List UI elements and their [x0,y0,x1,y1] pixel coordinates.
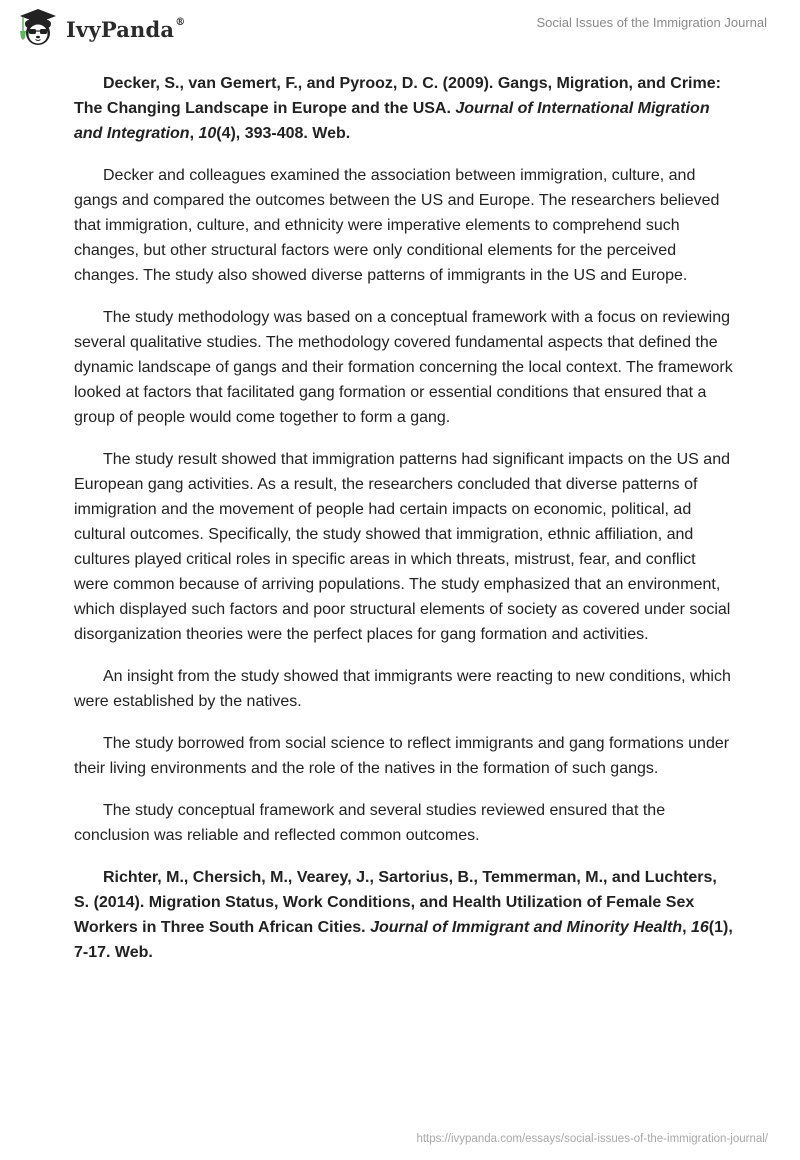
source-url-link[interactable]: https://ivypanda.com/essays/social-issues-of-the-immigration-journal/ [416,1133,768,1145]
body-paragraph: The study conceptual framework and several studies reviewed ensured that the conclusion was reliable and reflected common outcomes. [74,802,666,844]
document-title: Social Issues of the Immigration Journal [536,15,767,30]
body-paragraph: The study result showed that immigration patterns had significant impacts on the US and European gang activities. As a result, the researchers concluded that diverse patterns of immigration and the movement of people had certain impacts on economic, political, ad cultural outcomes. Specifically, the study showed that immigration, ethnic affiliation, and cultures played critical roles in specific areas in which threats, mistrust, fear, and conflict were common because of arriving populations. The study emphasized that an environment, which displayed such factors and poor structural elements of society as covered under social disorganization theories were the perfect places for gang formation and activities. [74,451,731,643]
body-paragraph: The study methodology was based on a conceptual framework with a focus on reviewing several qualitative studies. The methodology covered fundamental aspects that defined the dynamic landscape of gangs and their formation concerning the local context. The framework looked at factors that facilitated gang formation or essential conditions that ensured that a group of people would come together to form a gang. [74,309,733,426]
body-paragraph: An insight from the study showed that immigrants were reacting to new conditions, which were established by the natives. [74,668,731,710]
reference-authors-title: Richter, M., Chersich, M., Vearey, J., Sartorius, B., Temmerman, M., and Luchters, S. (2014). Migration Status, Work Conditions, and Health Utilization of Female Sex Workers in Three South African Cities. [74,869,717,936]
reference-issue-pages: (1), 7-17. Web. [74,919,733,961]
ivypanda-logo[interactable] [16,7,185,47]
reference-entry: Richter, M., Chersich, M., Vearey, J., Sartorius, B., Temmerman, M., and Luchters, S. (2014). Migration Status, Work Conditions, and Health Utilization of Female Sex Workers in Three South African Cities. Journal of Immigrant and Minority Health, 16(1), 7-17. Web. [74,869,733,961]
reference-journal: Journal of Immigrant and Minority Health [370,919,683,936]
reference-volume: 16 [690,919,709,936]
reference-entry: Decker, S., van Gemert, F., and Pyrooz, D. C. (2009). Gangs, Migration, and Crime: The Changing Landscape in Europe and the USA. Journal of International Migration and Integration, 10(4), 393-408. Web. [74,75,721,142]
panda-graduate-icon [16,7,60,47]
reference-authors-title: Decker, S., van Gemert, F., and Pyrooz, D. C. (2009). Gangs, Migration, and Crime: The Changing Landscape in Europe and the USA. [74,75,721,117]
reference-volume: 10 [198,125,217,142]
registered-mark: ® [175,16,186,28]
document-body [74,71,734,982]
logo-text: IvyPanda® [66,16,186,42]
page-header [0,0,800,60]
body-paragraph: Decker and colleagues examined the association between immigration, culture, and gangs and compared the outcomes between the US and Europe. The researchers believed that immigration, culture, and ethnicity were imperative elements to comprehend such changes, but other structural factors were only conditional elements for the perceived changes. The study also showed diverse patterns of immigrants in the US and Europe. [74,167,720,284]
reference-journal: Journal of International Migration and Integration [74,100,710,142]
reference-issue-pages: (4), 393-408. Web. [216,125,351,142]
body-paragraph: The study borrowed from social science to reflect immigrants and gang formations under their living environments and the role of the natives in the formation of such gangs. [74,735,730,777]
